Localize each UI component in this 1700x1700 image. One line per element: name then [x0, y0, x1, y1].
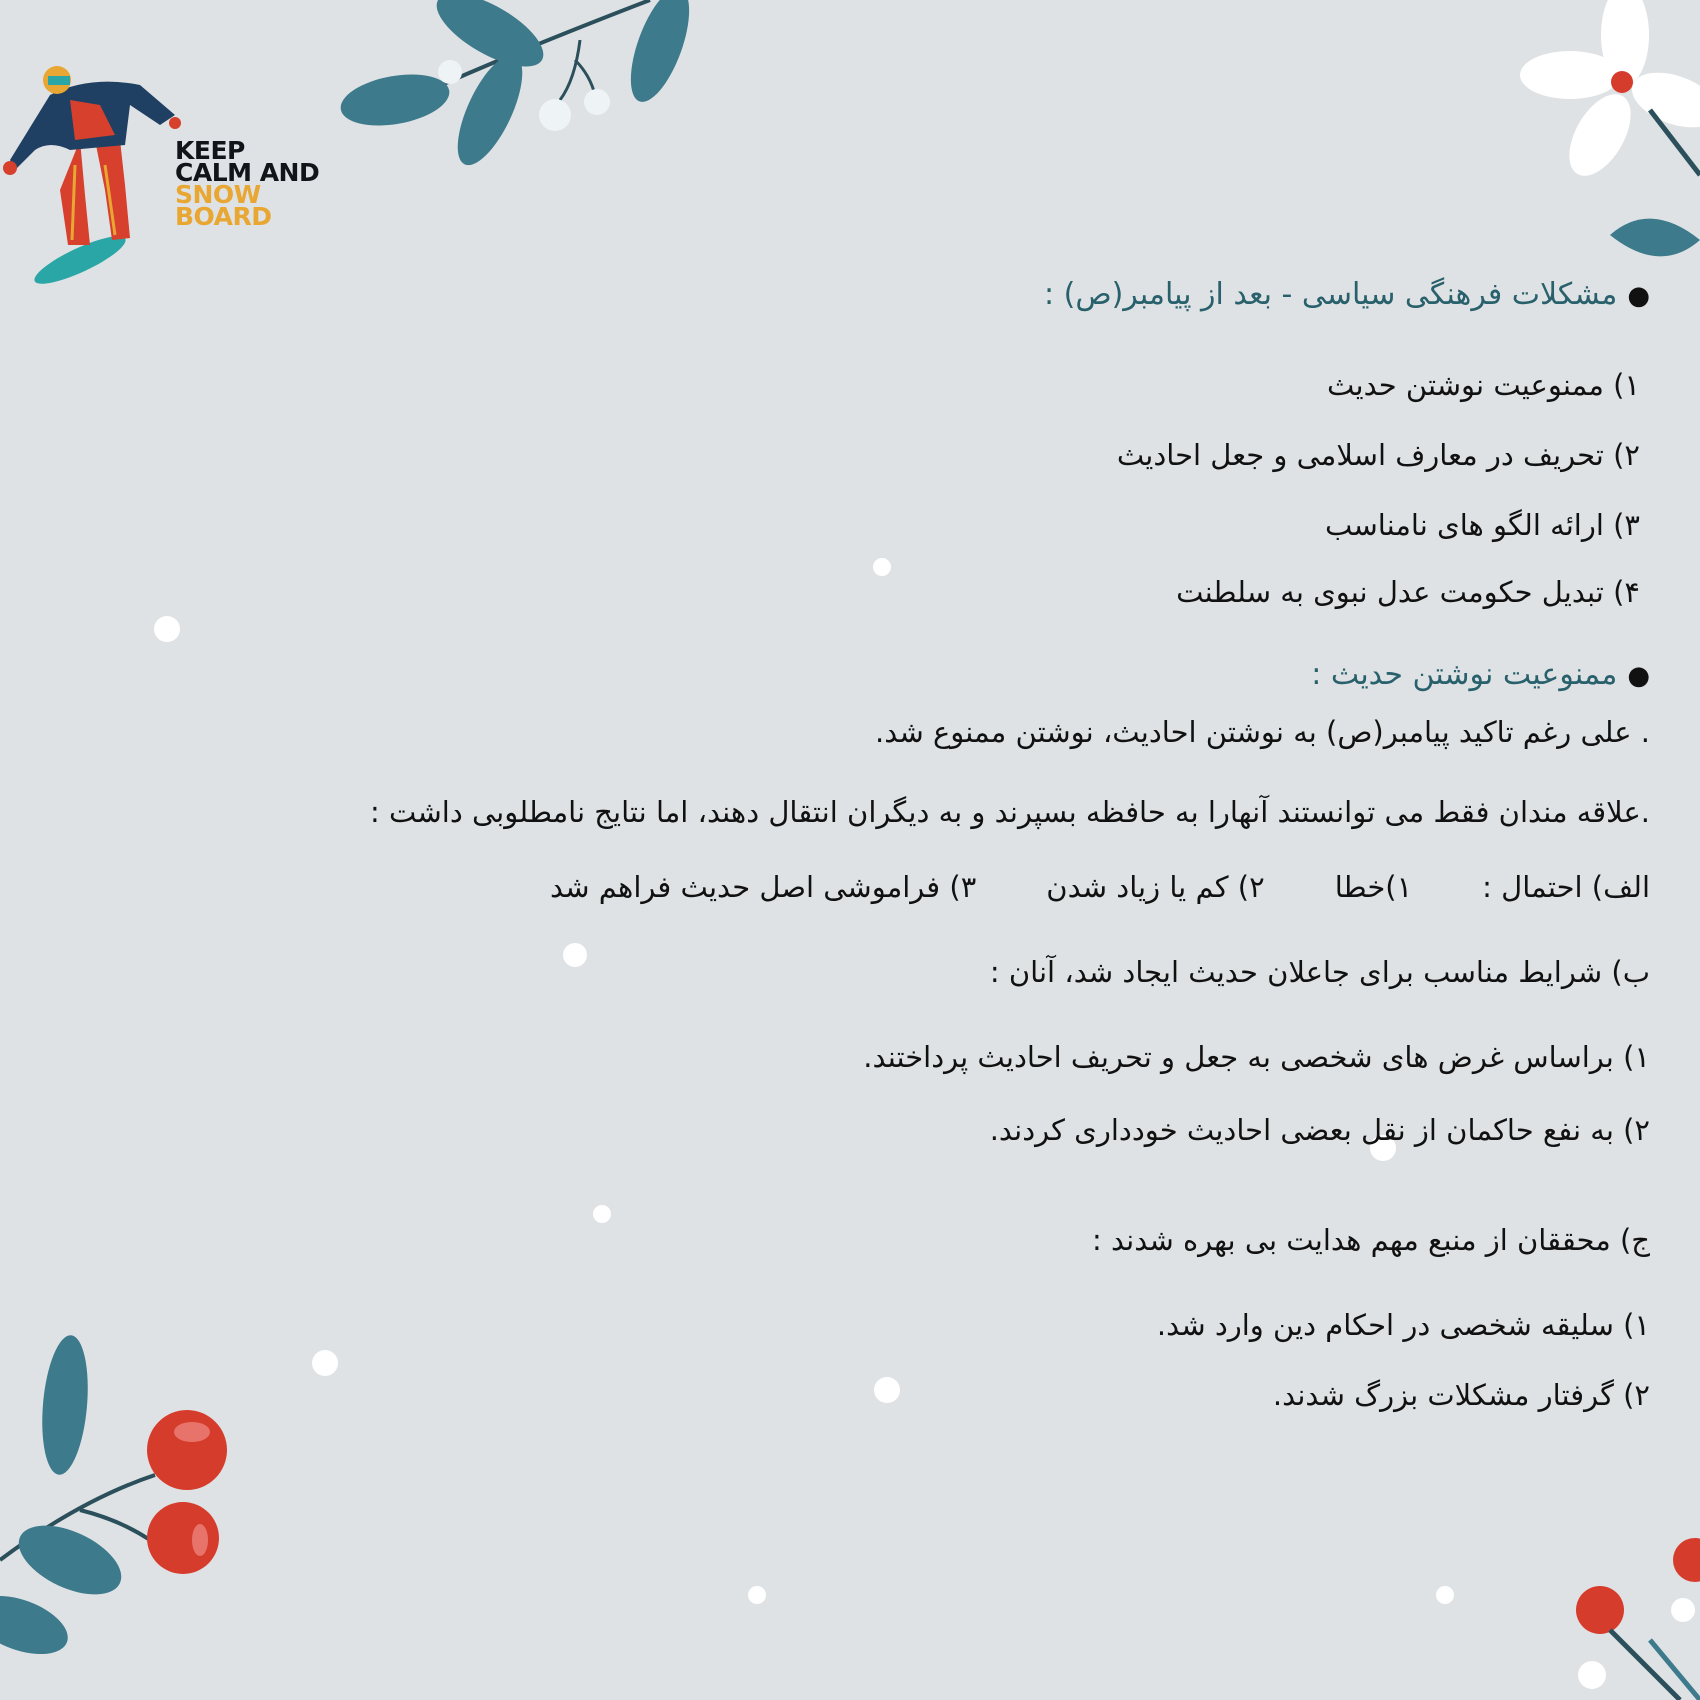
alef-label: الف) احتمال :	[1482, 870, 1650, 904]
jim-item-1: ۱) سلیقه شخصی در احکام دین وارد شد.	[1156, 1308, 1650, 1342]
logo-line-calm-and: CALM AND	[175, 158, 320, 187]
flower-decoration	[1520, 0, 1700, 256]
alef-option-1: ۱)خطا	[1334, 870, 1413, 904]
snowboarder-illustration	[3, 66, 181, 292]
top-leaves-decoration	[337, 0, 702, 174]
section2-paragraph-1: . علی رغم تاکید پیامبر(ص) به نوشتن احادیث، نوشتن ممنوع شد.	[875, 715, 1650, 749]
alef-option-2: ۲) کم یا زیاد شدن	[1046, 870, 1265, 904]
logo-line-keep: KEEP	[175, 136, 245, 165]
alef-row	[450, 870, 1650, 904]
section2-paragraph-2: .علاقه مندان فقط می توانستند آنهارا به حافظه بسپرند و به دیگران انتقال دهند، اما نتایج نامطلوبی داشت :	[370, 795, 1650, 829]
corner-berries-decoration	[1576, 1538, 1700, 1700]
bullet-icon: ●	[1627, 661, 1650, 691]
logo-text	[175, 136, 320, 231]
be-item-1: ۱) براساس غرض های شخصی به جعل و تحریف احادیث پرداختند.	[863, 1040, 1650, 1074]
logo-line-board: BOARD	[175, 202, 272, 231]
be-item-2: ۲) به نفع حاکمان از نقل بعضی احادیث خودداری کردند.	[989, 1113, 1650, 1147]
section1-heading	[1044, 277, 1650, 312]
section2-title: ممنوعیت نوشتن حدیث :	[1311, 657, 1618, 692]
section1-item-1: ۱) ممنوعیت نوشتن حدیث	[1327, 368, 1640, 402]
section1-item-4: ۴) تبدیل حکومت عدل نبوی به سلطنت	[1176, 575, 1640, 609]
section1-item-3: ۳) ارائه الگو های نامناسب	[1324, 508, 1640, 542]
section1-title: مشکلات فرهنگی سیاسی - بعد از پیامبر(ص) :	[1043, 277, 1618, 312]
be-label: ب) شرایط مناسب برای جاعلان حدیث ایجاد شد، آنان :	[989, 955, 1650, 989]
alef-option-3: ۳) فراموشی اصل حدیث فراهم شد	[550, 870, 977, 904]
berries-decoration	[0, 1333, 227, 1665]
jim-label: ج) محققان از منبع مهم هدایت بی بهره شدند :	[1091, 1223, 1650, 1257]
section1-item-2: ۲) تحریف در معارف اسلامی و جعل احادیث	[1116, 438, 1640, 472]
section2-heading	[1311, 657, 1650, 692]
bullet-icon: ●	[1627, 281, 1650, 311]
logo-line-snow: SNOW	[175, 180, 261, 209]
jim-item-2: ۲) گرفتار مشکلات بزرگ شدند.	[1272, 1378, 1650, 1412]
